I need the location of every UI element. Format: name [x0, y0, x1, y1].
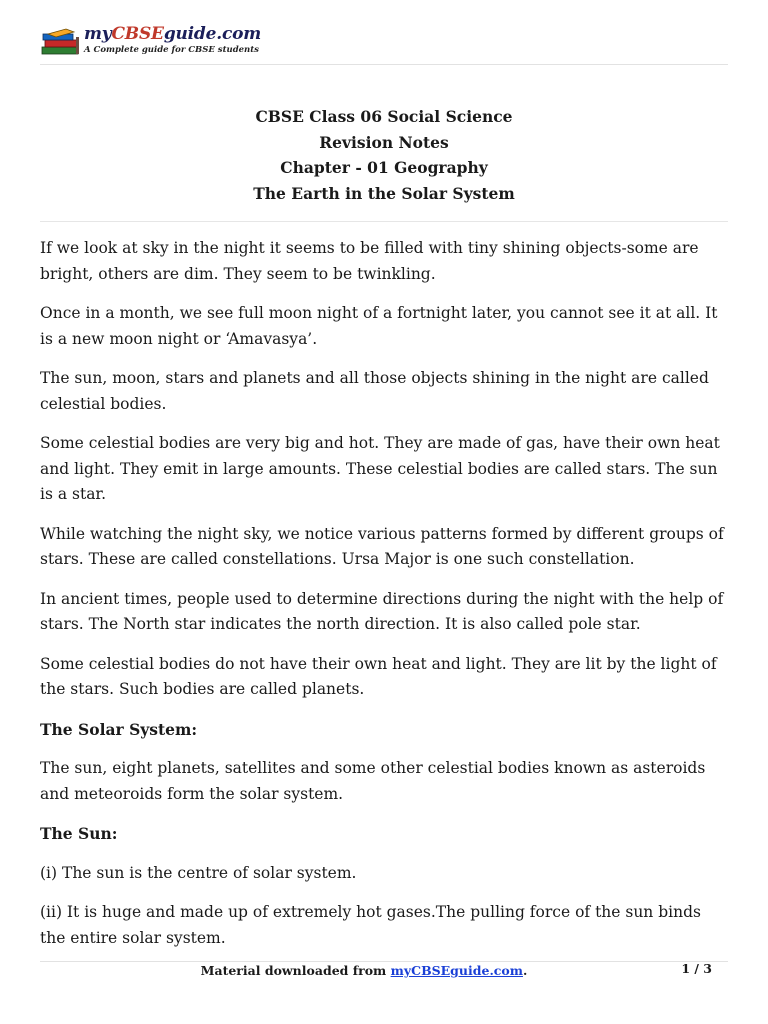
books-icon [40, 28, 82, 56]
footer-link[interactable]: myCBSEguide.com [390, 963, 523, 978]
page-footer [0, 963, 728, 978]
page-header [40, 26, 728, 65]
paragraph: If we look at sky in the night it seems to be filled with tiny shining objects-some are bright, others are dim. They seem to be twinkling. [40, 239, 699, 283]
paragraph: (i) The sun is the centre of solar system. [40, 863, 357, 882]
footer-suffix: . [522, 963, 528, 978]
section-heading: The Sun: [40, 824, 118, 843]
paragraph: In ancient times, people used to determine directions during the night with the help of stars. The North star indicates the north direction. It is also called pole star. [40, 589, 724, 633]
footer-label: Material downloaded from [200, 963, 391, 978]
paragraph: The sun, eight planets, satellites and some other celestial bodies known as asteroids and meteoroids form the solar system. [40, 759, 706, 803]
paragraph: Once in a month, we see full moon night of a fortnight later, you cannot see it at all. It is a new moon night or ‘Amavasya’. [40, 304, 718, 348]
title-divider [40, 221, 728, 222]
footer-divider [40, 961, 728, 962]
title-line-3: Chapter - 01 Geography [280, 158, 488, 177]
logo-title-post: guide.com [163, 24, 262, 44]
title-line-2: Revision Notes [319, 132, 449, 152]
logo-tagline: A Complete guide for CBSE students [84, 45, 259, 55]
section-heading: The Solar System: [40, 719, 198, 739]
logo-title-brand: CBSE [111, 24, 164, 44]
page-number: 1 / 3 [681, 961, 712, 976]
paragraph: Some celestial bodies are very big and hot. They are made of gas, have their own heat and light. They emit in large amounts. These celestial bodies are called stars. The sun is a star. [40, 434, 720, 503]
site-logo[interactable] [40, 26, 280, 60]
title-line-1: CBSE Class 06 Social Science [255, 107, 513, 126]
paragraph: While watching the night sky, we notice various patterns formed by different groups of stars. These are called constellations. Ursa Major is one such constellation. [40, 524, 724, 568]
logo-title-pre: my [84, 24, 112, 44]
document-title [40, 104, 728, 206]
paragraph: The sun, moon, stars and planets and all those objects shining in the night are called celestial bodies. [40, 369, 709, 413]
paragraph: (ii) It is huge and made up of extremely hot gases.The pulling force of the sun binds the entire solar system. [40, 903, 701, 947]
paragraph: Some celestial bodies do not have their own heat and light. They are lit by the light of the stars. Such bodies are called planets. [40, 654, 717, 698]
logo-title [84, 24, 261, 44]
document-body [40, 236, 730, 965]
title-line-4: The Earth in the Solar System [253, 183, 515, 203]
